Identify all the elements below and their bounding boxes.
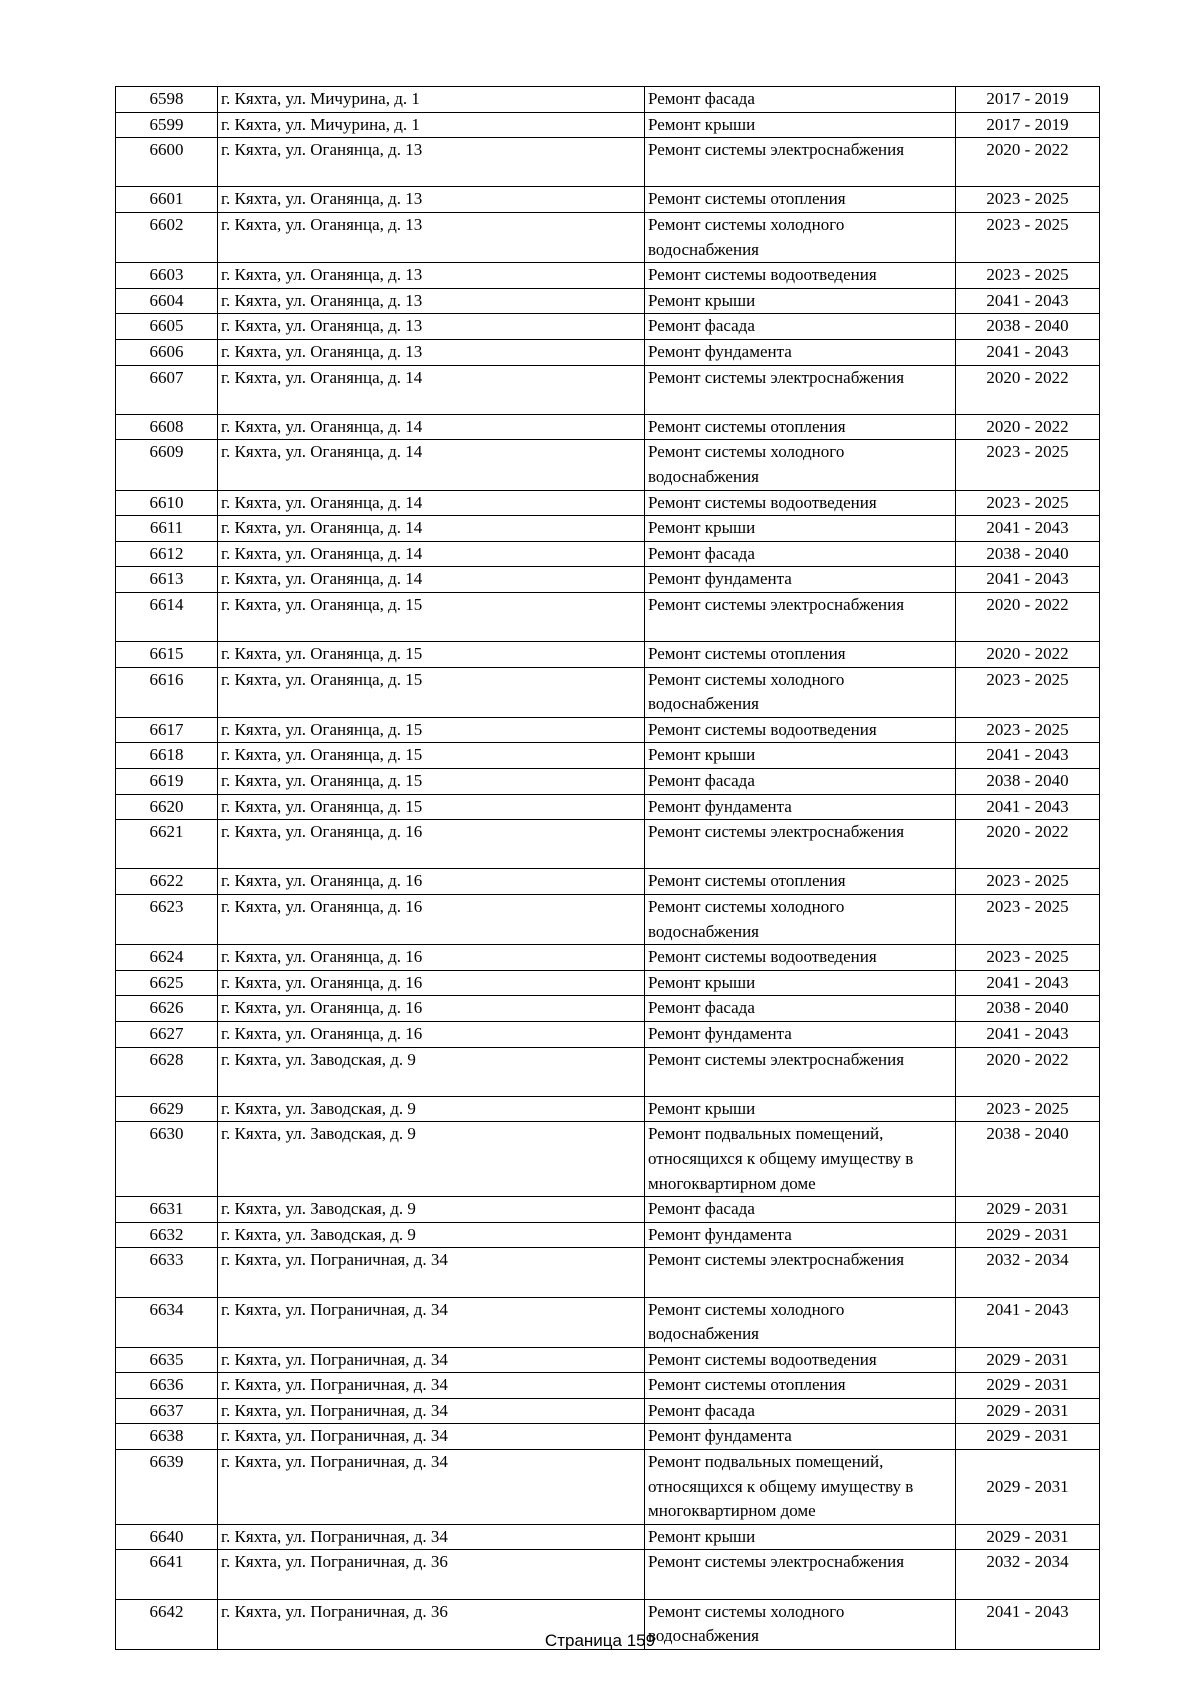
row-address: г. Кяхта, ул. Пограничная, д. 34 [218,1450,645,1525]
table-row [116,1096,1100,1122]
row-number: 6628 [116,1047,218,1096]
row-period: 2023 - 2025 [956,945,1100,971]
row-period: 2017 - 2019 [956,112,1100,138]
row-work-type: Ремонт фасада [645,314,956,340]
row-work-type: Ремонт системы электроснабжения [645,820,956,869]
row-address: г. Кяхта, ул. Оганянца, д. 13 [218,187,645,213]
row-number: 6631 [116,1197,218,1223]
table-row [116,1047,1100,1096]
table-row [116,212,1100,262]
row-work-type: Ремонт фасада [645,1197,956,1223]
table-row [116,414,1100,440]
row-period: 2038 - 2040 [956,541,1100,567]
row-work-type: Ремонт фундамента [645,1424,956,1450]
row-work-type: Ремонт фундамента [645,567,956,593]
table-row [116,945,1100,971]
table-body [116,87,1100,1650]
row-number: 6611 [116,516,218,542]
row-address: г. Кяхта, ул. Оганянца, д. 14 [218,567,645,593]
row-period: 2023 - 2025 [956,263,1100,289]
row-number: 6633 [116,1248,218,1297]
row-period: 2020 - 2022 [956,1047,1100,1096]
row-number: 6642 [116,1599,218,1649]
row-number: 6627 [116,1021,218,1047]
row-work-type: Ремонт крыши [645,288,956,314]
row-number: 6623 [116,895,218,945]
row-number: 6626 [116,996,218,1022]
row-address: г. Кяхта, ул. Оганянца, д. 13 [218,212,645,262]
row-address: г. Кяхта, ул. Оганянца, д. 13 [218,138,645,187]
row-address: г. Кяхта, ул. Оганянца, д. 15 [218,642,645,668]
row-work-type: Ремонт фасада [645,996,956,1022]
table-row [116,1450,1100,1525]
table-row [116,820,1100,869]
row-number: 6607 [116,365,218,414]
row-number: 6620 [116,794,218,820]
row-number: 6614 [116,592,218,641]
table-row [116,1550,1100,1599]
row-work-type: Ремонт системы электроснабжения [645,138,956,187]
row-work-type: Ремонт системы отопления [645,414,956,440]
row-number: 6604 [116,288,218,314]
row-work-type: Ремонт крыши [645,970,956,996]
row-period: 2038 - 2040 [956,314,1100,340]
row-period: 2029 - 2031 [956,1398,1100,1424]
table-row [116,339,1100,365]
row-number: 6630 [116,1122,218,1197]
table-row [116,314,1100,340]
row-address: г. Кяхта, ул. Пограничная, д. 34 [218,1424,645,1450]
row-work-type: Ремонт системы электроснабжения [645,1550,956,1599]
row-period: 2023 - 2025 [956,717,1100,743]
table-row [116,769,1100,795]
row-number: 6612 [116,541,218,567]
row-address: г. Кяхта, ул. Заводская, д. 9 [218,1096,645,1122]
row-work-type: Ремонт системы электроснабжения [645,1248,956,1297]
row-number: 6625 [116,970,218,996]
row-period: 2029 - 2031 [956,1450,1100,1525]
row-work-type: Ремонт крыши [645,516,956,542]
row-period: 2041 - 2043 [956,567,1100,593]
row-period: 2038 - 2040 [956,769,1100,795]
row-period: 2029 - 2031 [956,1222,1100,1248]
row-address: г. Кяхта, ул. Пограничная, д. 34 [218,1373,645,1399]
row-number: 6601 [116,187,218,213]
row-period: 2038 - 2040 [956,1122,1100,1197]
row-number: 6600 [116,138,218,187]
row-address: г. Кяхта, ул. Оганянца, д. 15 [218,743,645,769]
repair-schedule-table [115,86,1100,1650]
row-number: 6638 [116,1424,218,1450]
row-work-type: Ремонт фасада [645,769,956,795]
row-work-type: Ремонт системы отопления [645,642,956,668]
row-work-type: Ремонт крыши [645,1524,956,1550]
row-number: 6635 [116,1347,218,1373]
row-address: г. Кяхта, ул. Оганянца, д. 16 [218,895,645,945]
row-work-type: Ремонт фасада [645,87,956,113]
row-period: 2020 - 2022 [956,138,1100,187]
row-number: 6621 [116,820,218,869]
row-address: г. Кяхта, ул. Оганянца, д. 15 [218,592,645,641]
row-period: 2041 - 2043 [956,970,1100,996]
row-work-type: Ремонт подвальных помещений, относящихся к общему имуществу в многоквартирном доме [645,1122,956,1197]
row-number: 6615 [116,642,218,668]
table-row [116,1347,1100,1373]
row-work-type: Ремонт фасада [645,1398,956,1424]
row-address: г. Кяхта, ул. Оганянца, д. 13 [218,314,645,340]
row-work-type: Ремонт системы холодного водоснабжения [645,667,956,717]
table-row [116,970,1100,996]
row-address: г. Кяхта, ул. Пограничная, д. 36 [218,1550,645,1599]
table-row [116,996,1100,1022]
row-period: 2041 - 2043 [956,1021,1100,1047]
row-period: 2023 - 2025 [956,895,1100,945]
table-row [116,516,1100,542]
row-number: 6616 [116,667,218,717]
row-number: 6632 [116,1222,218,1248]
table-row [116,87,1100,113]
row-period: 2020 - 2022 [956,414,1100,440]
table-row [116,667,1100,717]
table-row [116,743,1100,769]
row-address: г. Кяхта, ул. Пограничная, д. 34 [218,1398,645,1424]
row-period: 2020 - 2022 [956,642,1100,668]
table-row [116,1021,1100,1047]
row-work-type: Ремонт системы электроснабжения [645,1047,956,1096]
row-address: г. Кяхта, ул. Оганянца, д. 16 [218,869,645,895]
row-number: 6637 [116,1398,218,1424]
row-work-type: Ремонт системы холодного водоснабжения [645,440,956,490]
row-work-type: Ремонт системы водоотведения [645,945,956,971]
row-work-type: Ремонт системы холодного водоснабжения [645,1599,956,1649]
row-address: г. Кяхта, ул. Оганянца, д. 14 [218,414,645,440]
row-number: 6639 [116,1450,218,1525]
row-period: 2041 - 2043 [956,288,1100,314]
row-period: 2023 - 2025 [956,212,1100,262]
row-period: 2032 - 2034 [956,1248,1100,1297]
row-period: 2020 - 2022 [956,592,1100,641]
row-work-type: Ремонт фундамента [645,339,956,365]
row-address: г. Кяхта, ул. Оганянца, д. 15 [218,667,645,717]
row-period: 2023 - 2025 [956,187,1100,213]
row-period: 2023 - 2025 [956,869,1100,895]
row-address: г. Кяхта, ул. Оганянца, д. 13 [218,263,645,289]
row-address: г. Кяхта, ул. Пограничная, д. 34 [218,1297,645,1347]
row-number: 6624 [116,945,218,971]
table-row [116,1424,1100,1450]
table-row [116,642,1100,668]
row-period: 2023 - 2025 [956,440,1100,490]
row-period: 2029 - 2031 [956,1524,1100,1550]
row-work-type: Ремонт системы холодного водоснабжения [645,895,956,945]
row-work-type: Ремонт системы электроснабжения [645,365,956,414]
table-row [116,440,1100,490]
row-work-type: Ремонт системы электроснабжения [645,592,956,641]
row-period: 2029 - 2031 [956,1373,1100,1399]
row-period: 2032 - 2034 [956,1550,1100,1599]
row-address: г. Кяхта, ул. Оганянца, д. 16 [218,1021,645,1047]
table-row [116,490,1100,516]
row-work-type: Ремонт системы холодного водоснабжения [645,212,956,262]
row-number: 6619 [116,769,218,795]
row-address: г. Кяхта, ул. Оганянца, д. 15 [218,794,645,820]
row-number: 6617 [116,717,218,743]
row-number: 6613 [116,567,218,593]
row-number: 6598 [116,87,218,113]
row-work-type: Ремонт крыши [645,743,956,769]
table-row [116,138,1100,187]
row-address: г. Кяхта, ул. Оганянца, д. 15 [218,717,645,743]
table-row [116,1222,1100,1248]
row-address: г. Кяхта, ул. Пограничная, д. 34 [218,1347,645,1373]
table-row [116,1398,1100,1424]
row-number: 6609 [116,440,218,490]
row-period: 2041 - 2043 [956,794,1100,820]
row-address: г. Кяхта, ул. Оганянца, д. 16 [218,970,645,996]
row-number: 6629 [116,1096,218,1122]
row-number: 6602 [116,212,218,262]
table-row [116,263,1100,289]
row-number: 6605 [116,314,218,340]
row-work-type: Ремонт фасада [645,541,956,567]
row-work-type: Ремонт фундамента [645,1222,956,1248]
row-address: г. Кяхта, ул. Заводская, д. 9 [218,1197,645,1223]
row-address: г. Кяхта, ул. Мичурина, д. 1 [218,112,645,138]
row-period: 2041 - 2043 [956,339,1100,365]
table-row [116,1122,1100,1197]
row-work-type: Ремонт крыши [645,112,956,138]
table-row [116,1248,1100,1297]
row-address: г. Кяхта, ул. Заводская, д. 9 [218,1047,645,1096]
row-number: 6608 [116,414,218,440]
table-row [116,1373,1100,1399]
table-row [116,1297,1100,1347]
row-address: г. Кяхта, ул. Оганянца, д. 13 [218,339,645,365]
row-work-type: Ремонт системы отопления [645,1373,956,1399]
row-address: г. Кяхта, ул. Заводская, д. 9 [218,1122,645,1197]
row-address: г. Кяхта, ул. Пограничная, д. 34 [218,1248,645,1297]
row-work-type: Ремонт крыши [645,1096,956,1122]
row-number: 6640 [116,1524,218,1550]
row-address: г. Кяхта, ул. Оганянца, д. 16 [218,945,645,971]
row-work-type: Ремонт системы водоотведения [645,263,956,289]
row-address: г. Кяхта, ул. Оганянца, д. 13 [218,288,645,314]
row-address: г. Кяхта, ул. Оганянца, д. 14 [218,490,645,516]
row-address: г. Кяхта, ул. Оганянца, д. 16 [218,820,645,869]
row-work-type: Ремонт системы отопления [645,187,956,213]
row-period: 2023 - 2025 [956,667,1100,717]
row-period: 2020 - 2022 [956,365,1100,414]
row-address: г. Кяхта, ул. Мичурина, д. 1 [218,87,645,113]
table-row [116,365,1100,414]
row-number: 6603 [116,263,218,289]
table-row [116,1524,1100,1550]
row-period: 2041 - 2043 [956,1599,1100,1649]
row-period: 2038 - 2040 [956,996,1100,1022]
row-period: 2041 - 2043 [956,743,1100,769]
row-number: 6641 [116,1550,218,1599]
row-number: 6618 [116,743,218,769]
row-address: г. Кяхта, ул. Оганянца, д. 14 [218,516,645,542]
row-address: г. Кяхта, ул. Заводская, д. 9 [218,1222,645,1248]
row-address: г. Кяхта, ул. Оганянца, д. 14 [218,541,645,567]
row-number: 6634 [116,1297,218,1347]
table-row [116,541,1100,567]
row-number: 6636 [116,1373,218,1399]
row-period: 2017 - 2019 [956,87,1100,113]
row-work-type: Ремонт системы водоотведения [645,717,956,743]
page-number-footer: Страница 159 [544,1631,656,1650]
row-address: г. Кяхта, ул. Оганянца, д. 14 [218,365,645,414]
row-address: г. Кяхта, ул. Пограничная, д. 34 [218,1524,645,1550]
row-work-type: Ремонт системы водоотведения [645,1347,956,1373]
row-work-type: Ремонт системы отопления [645,869,956,895]
row-address: г. Кяхта, ул. Пограничная, д. 36 [218,1599,645,1649]
row-work-type: Ремонт системы водоотведения [645,490,956,516]
table-row [116,187,1100,213]
row-work-type: Ремонт фундамента [645,1021,956,1047]
row-period: 2029 - 2031 [956,1424,1100,1450]
row-work-type: Ремонт системы холодного водоснабжения [645,1297,956,1347]
table-row [116,592,1100,641]
table-row [116,895,1100,945]
table-row [116,112,1100,138]
row-address: г. Кяхта, ул. Оганянца, д. 14 [218,440,645,490]
table-row [116,794,1100,820]
row-number: 6606 [116,339,218,365]
row-number: 6610 [116,490,218,516]
row-work-type: Ремонт фундамента [645,794,956,820]
row-period: 2023 - 2025 [956,490,1100,516]
row-period: 2041 - 2043 [956,1297,1100,1347]
row-work-type: Ремонт подвальных помещений, относящихся к общему имуществу в многоквартирном доме [645,1450,956,1525]
table-row [116,567,1100,593]
table-row [116,288,1100,314]
row-period: 2029 - 2031 [956,1197,1100,1223]
row-period: 2020 - 2022 [956,820,1100,869]
row-period: 2023 - 2025 [956,1096,1100,1122]
row-number: 6599 [116,112,218,138]
row-period: 2029 - 2031 [956,1347,1100,1373]
row-number: 6622 [116,869,218,895]
row-address: г. Кяхта, ул. Оганянца, д. 16 [218,996,645,1022]
row-period: 2041 - 2043 [956,516,1100,542]
table-row [116,869,1100,895]
table-row [116,1197,1100,1223]
row-address: г. Кяхта, ул. Оганянца, д. 15 [218,769,645,795]
table-row [116,717,1100,743]
